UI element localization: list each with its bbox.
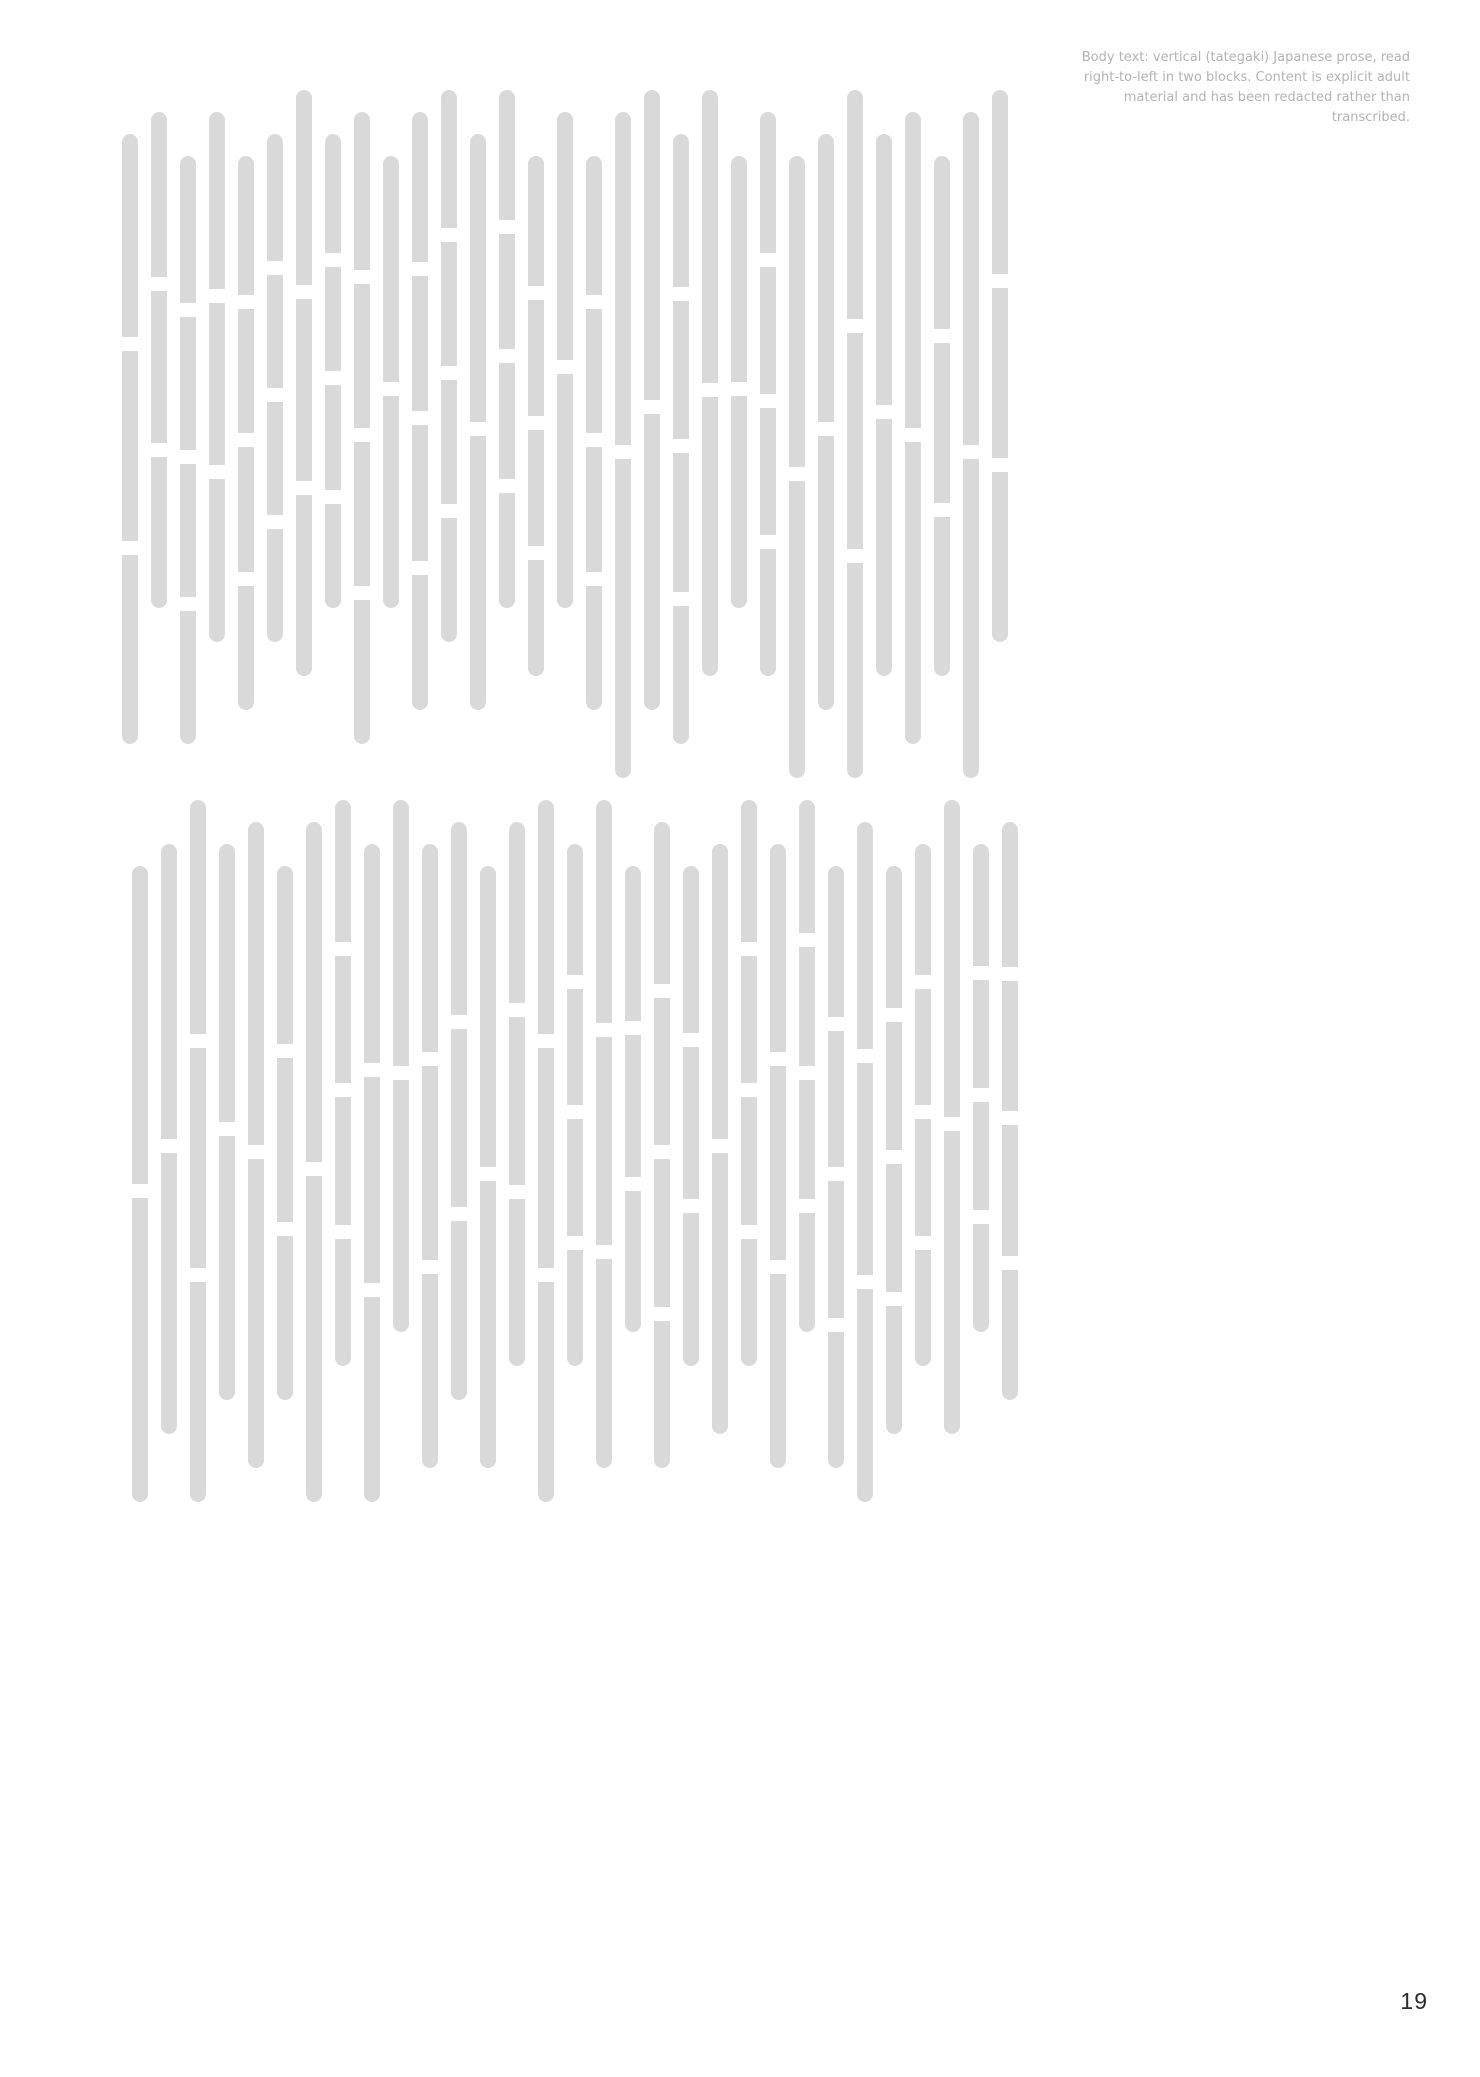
redacted-text-column [567,844,583,1366]
column-break [654,984,670,998]
redacted-text-column [267,134,283,642]
column-break [267,515,283,529]
redacted-text-column [441,90,457,642]
redacted-text-column [644,90,660,710]
column-break [741,942,757,956]
column-break [741,1225,757,1239]
redacted-text-column [248,822,264,1468]
column-break [393,1066,409,1080]
column-break [354,270,370,284]
column-break [190,1268,206,1282]
redacted-text-column [422,844,438,1468]
column-break [451,1207,467,1221]
column-break [963,445,979,459]
redacted-text-column [383,156,399,608]
redacted-text-column [122,134,138,744]
redacted-text-column [789,156,805,778]
column-break [818,422,834,436]
column-break [789,467,805,481]
redacted-text-column [335,800,351,1366]
redacted-text-column [741,800,757,1366]
column-break [973,1210,989,1224]
column-break [654,1145,670,1159]
column-break [596,1245,612,1259]
column-break [973,966,989,980]
column-break [296,481,312,495]
column-break [209,465,225,479]
redacted-text-column [615,112,631,778]
redacted-text-column [509,822,525,1366]
redacted-text-column [499,90,515,608]
redacted-text-column [934,156,950,676]
redacted-text-column [847,90,863,778]
column-break [296,285,312,299]
redacted-text-column [944,800,960,1434]
redacted-text-column [470,134,486,710]
column-break [161,1139,177,1153]
column-break [876,405,892,419]
column-break [828,1167,844,1181]
column-break [644,400,660,414]
column-break [412,411,428,425]
redacted-text-column [161,844,177,1434]
column-break [760,253,776,267]
column-break [596,1023,612,1037]
redacted-text-column [992,90,1008,642]
column-break [151,443,167,457]
column-break [180,597,196,611]
page-number: 19 [1400,1988,1428,2014]
column-break [528,286,544,300]
redacted-text-column [364,844,380,1502]
column-break [847,319,863,333]
column-break [567,975,583,989]
column-break [509,1003,525,1017]
column-break [209,289,225,303]
redacted-text-column [325,134,341,608]
column-break [248,1145,264,1159]
column-break [306,1162,322,1176]
redacted-text-column [190,800,206,1502]
column-break [973,1088,989,1102]
redacted-text-column [412,112,428,710]
redacted-text-column [306,822,322,1502]
column-break [567,1236,583,1250]
column-break [934,503,950,517]
column-break [354,586,370,600]
column-break [422,1052,438,1066]
column-break [886,1292,902,1306]
redacted-text-column [702,90,718,676]
column-break [857,1275,873,1289]
redacted-text-column [393,800,409,1332]
column-break [538,1268,554,1282]
column-break [615,445,631,459]
column-break [364,1283,380,1297]
column-break [441,504,457,518]
redacted-text-column [296,90,312,676]
column-break [335,1083,351,1097]
column-break [422,1260,438,1274]
redacted-text-column [973,844,989,1332]
redacted-text-column [625,866,641,1332]
redacted-text-column [886,866,902,1434]
column-break [886,1150,902,1164]
column-break [325,490,341,504]
column-break [538,1034,554,1048]
column-break [992,458,1008,472]
column-break [1002,967,1018,981]
column-break [586,295,602,309]
column-break [673,287,689,301]
redacted-text-column [209,112,225,642]
column-break [122,541,138,555]
column-break [412,561,428,575]
column-break [557,360,573,374]
column-break [828,1017,844,1031]
column-break [383,382,399,396]
redacted-text-column [731,156,747,608]
column-break [335,1225,351,1239]
column-break [335,942,351,956]
redacted-text-column [238,156,254,710]
redacted-text-column [277,866,293,1400]
redacted-text-column [683,866,699,1366]
column-break [1002,1111,1018,1125]
column-break [267,261,283,275]
redacted-text-column [1002,822,1018,1400]
column-break [325,371,341,385]
column-break [528,416,544,430]
column-break [857,1049,873,1063]
column-break [277,1222,293,1236]
column-break [654,1307,670,1321]
redacted-text-column [760,112,776,676]
redacted-text-column [132,866,148,1502]
column-break [499,349,515,363]
redacted-text-column [799,800,815,1332]
redacted-text-column [596,800,612,1468]
column-break [180,303,196,317]
column-break [683,1199,699,1213]
column-break [499,479,515,493]
redacted-text-column [451,822,467,1400]
column-break [847,549,863,563]
redacted-text-column [915,844,931,1366]
redacted-text-column [528,156,544,676]
vertical-text-block-top [130,90,1008,778]
column-break [760,535,776,549]
column-break [741,1083,757,1097]
column-break [886,1008,902,1022]
column-break [712,1139,728,1153]
vertical-text-block-bottom [128,800,1018,1502]
column-break [151,277,167,291]
column-break [944,1117,960,1131]
column-break [905,428,921,442]
redacted-text-column [963,112,979,778]
column-break [451,1015,467,1029]
column-break [238,572,254,586]
column-break [702,383,718,397]
column-break [219,1122,235,1136]
redacted-text-column [480,866,496,1468]
column-break [586,433,602,447]
column-break [567,1105,583,1119]
column-break [915,975,931,989]
column-break [499,220,515,234]
redacted-text-column [673,134,689,744]
column-break [267,388,283,402]
column-break [770,1052,786,1066]
redacted-text-column [538,800,554,1502]
column-break [586,572,602,586]
column-break [441,228,457,242]
column-break [190,1034,206,1048]
column-break [325,253,341,267]
column-break [934,329,950,343]
column-break [441,366,457,380]
column-break [509,1185,525,1199]
column-break [1002,1256,1018,1270]
column-break [915,1105,931,1119]
column-break [277,1044,293,1058]
column-break [364,1063,380,1077]
column-break [180,450,196,464]
redacted-text-column [180,156,196,744]
redacted-text-column [219,844,235,1400]
column-break [915,1236,931,1250]
column-break [828,1318,844,1332]
redacted-text-column [857,822,873,1502]
column-break [683,1033,699,1047]
column-break [760,394,776,408]
column-break [528,546,544,560]
column-break [799,1066,815,1080]
column-break [480,1167,496,1181]
column-break [731,382,747,396]
column-break [770,1260,786,1274]
redacted-text-column [151,112,167,608]
redacted-text-column [557,112,573,608]
column-break [470,422,486,436]
column-break [992,274,1008,288]
redacted-text-column [654,822,670,1468]
column-break [122,337,138,351]
column-break [799,933,815,947]
column-break [132,1184,148,1198]
redacted-text-column [712,844,728,1434]
column-break [412,262,428,276]
redacted-text-column [818,134,834,710]
column-break [625,1177,641,1191]
column-break [625,1021,641,1035]
column-break [238,433,254,447]
column-break [238,295,254,309]
redacted-text-column [770,844,786,1468]
redacted-text-column [354,112,370,744]
redacted-text-column [828,866,844,1468]
column-break [354,428,370,442]
column-break [799,1199,815,1213]
column-break [673,592,689,606]
redacted-text-column [905,112,921,744]
redacted-text-column [876,134,892,676]
redaction-notice: Body text: vertical (tategaki) Japanese prose, read right-to-left in two blocks. Content is explicit adult material and has been redacted rather than transcribed. [1081,50,1410,126]
redacted-text-column [586,156,602,710]
column-break [673,439,689,453]
